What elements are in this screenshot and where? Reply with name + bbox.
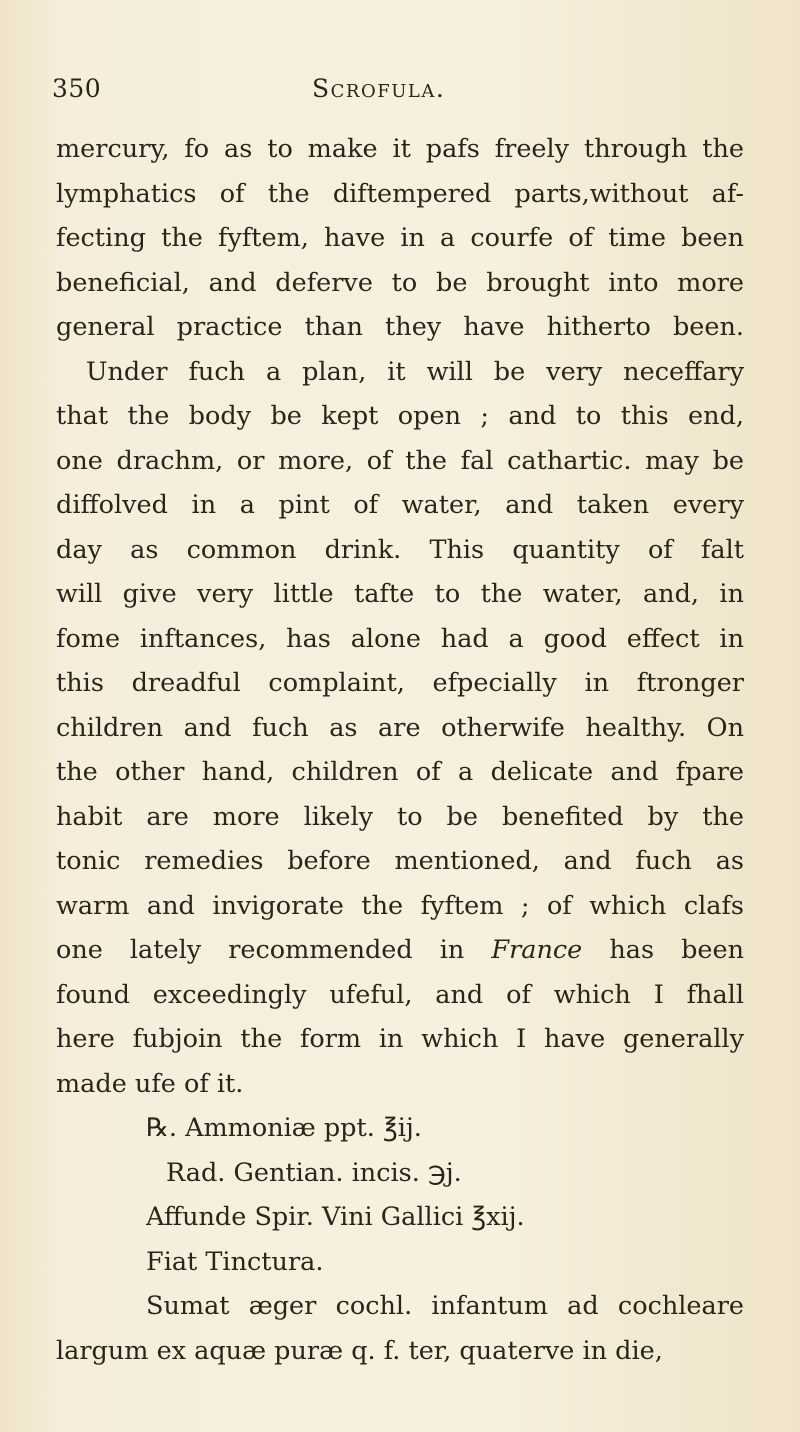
prescription-line: Affunde Spir. Vini Gallici ℥xij. — [146, 1202, 525, 1232]
text-line: general practice than they have hitherto been. — [56, 312, 744, 342]
text-line: day as common drink. This quantity of falt — [56, 534, 744, 565]
text-segment: has been — [582, 935, 744, 965]
text-line-with-italic — [56, 928, 744, 973]
text-line: habit are more likely to be benefited by the — [56, 801, 744, 832]
text-line: lymphatics of the diftempered parts,without af- — [56, 178, 744, 209]
text-line: tonic remedies before mentioned, and fuch as — [56, 846, 744, 876]
text-segment: one lately recommended in — [56, 935, 465, 965]
text-line: will give very little tafte to the water, and, in — [56, 579, 744, 609]
page-number: 350 — [52, 74, 102, 103]
text-line: fecting the fyftem, have in a courfe of time been — [56, 223, 744, 253]
text-line: fome inftances, has alone had a good effect in — [56, 623, 744, 654]
text-line: warm and invigorate the fyftem ; of which clafs — [56, 890, 744, 921]
prescription-line: Rad. Gentian. incis. ℈j. — [166, 1157, 462, 1188]
prescription-line: Sumat æger cochl. infantum ad cochleare — [146, 1291, 744, 1321]
text-line: one drachm, or more, of the fal cathartic. may be — [56, 445, 744, 476]
text-line: found exceedingly ufeful, and of which I fhall — [56, 979, 744, 1010]
running-head: Scrofula. — [312, 74, 446, 103]
text-line: made ufe of it. — [56, 1068, 244, 1099]
prescription-line: Fiat Tinctura. — [146, 1246, 324, 1277]
text-line: beneficial, and deferve to be brought into more — [56, 267, 744, 298]
text-line: this dreadful complaint, efpecially in ftronger — [56, 668, 744, 698]
page-header — [50, 74, 740, 110]
text-line: the other hand, children of a delicate and fpare — [56, 757, 744, 787]
text-line: Under fuch a plan, it will be very neceffary — [86, 356, 744, 387]
italic-place-name: France — [491, 935, 583, 965]
text-line: that the body be kept open ; and to this end, — [56, 401, 744, 431]
text-line: mercury, fo as to make it pafs freely through the — [56, 134, 744, 164]
text-line: here fubjoin the form in which I have generally — [56, 1024, 744, 1054]
prescription-line: ℞. Ammoniæ ppt. ℥ij. — [146, 1113, 422, 1143]
text-line: diffolved in a pint of water, and taken every — [56, 490, 744, 520]
text-line: children and fuch as are otherwife healthy. On — [56, 712, 744, 743]
body-text — [56, 127, 744, 1373]
prescription-line: largum ex aquæ puræ q. f. ter, quaterve in die, — [56, 1335, 663, 1366]
